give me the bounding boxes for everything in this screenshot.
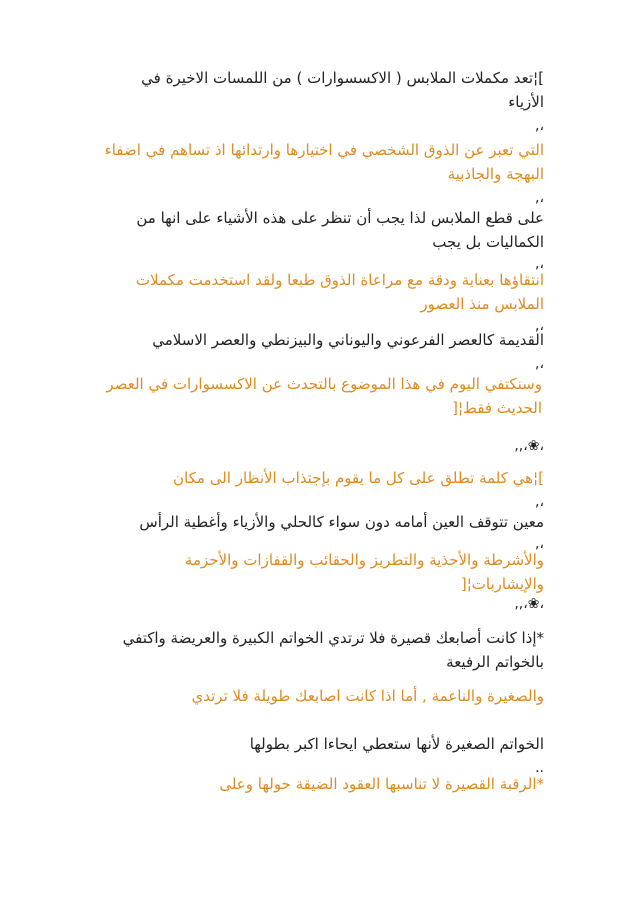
- paragraph-line-1: ]¦تعد مكملات الملابس ( الاكسسوارات ) من اللمسات الاخيرة في الأزياء: [141, 69, 544, 111]
- paragraph-line-11: والصغيرة والناعمة , أما اذا كانت اصابعك طويلة فلا ترتدي: [191, 687, 544, 705]
- paragraph-line-4: انتقاؤها بعناية ودقة مع مراعاة الذوق طبعا ولقد استخدمت مكملات الملابس منذ العصور: [135, 271, 544, 313]
- paragraph-line-7: ]¦هي كلمة تطلق على كل ما يقوم بإجتذاب الأنظار الى مكان: [173, 469, 544, 487]
- separator-mark-3: ،,: [535, 256, 544, 272]
- paragraph-line-12: الخواتم الصغيرة لأنها ستعطي ايحاءا اكبر بطولها: [249, 735, 544, 753]
- paragraph-line-13: *الرقبة القصيرة لا تناسبها العقود الضيقة حولها وعلى: [219, 775, 544, 793]
- separator-mark-1: ،,: [535, 118, 544, 134]
- paragraph-line-5: القديمة كالعصر الفرعوني واليوناني والبيزنطي والعصر الاسلامي: [152, 331, 544, 349]
- separator-mark-7: ،,: [535, 494, 544, 510]
- flower-separator-1: ،❀،,,: [514, 438, 544, 454]
- separator-mark-8: ،,: [535, 536, 544, 552]
- separator-mark-5: ،,: [535, 356, 544, 372]
- paragraph-line-9: والأشرطة والأحذية والتطريز والحقائب والقفازات والأحزمة والإيشاربات¦[: [184, 551, 544, 593]
- paragraph-line-8: معين تتوقف العين أمامه دون سواء كالحلي والأزياء وأغطية الرأس: [139, 513, 544, 531]
- paragraph-line-10: *إذا كانت أصابعك قصيرة فلا ترتدي الخواتم الكبيرة والعريضة واكتفي بالخواتم الرفيعة: [122, 629, 544, 671]
- paragraph-line-2: التي تعبر عن الذوق الشخصي في اختيارها وارتدائها اذ تساهم في اضفاء البهجة والجاذبية: [104, 141, 544, 183]
- separator-mark-2: ،,: [535, 190, 544, 206]
- paragraph-line-3: على قطع الملابس لذا يجب أن تنظر على هذه الأشياء على انها من الكماليات بل يجب: [136, 209, 544, 251]
- paragraph-line-6: وسنكتفي اليوم في هذا الموضوع بالتحدث عن الاكسسوارات في العصر الحديث فقط¦[: [106, 375, 542, 417]
- flower-separator-2: ،❀،,,: [514, 596, 544, 612]
- separator-mark-4: ،,: [535, 318, 544, 334]
- separator-mark-12: ..: [535, 760, 544, 776]
